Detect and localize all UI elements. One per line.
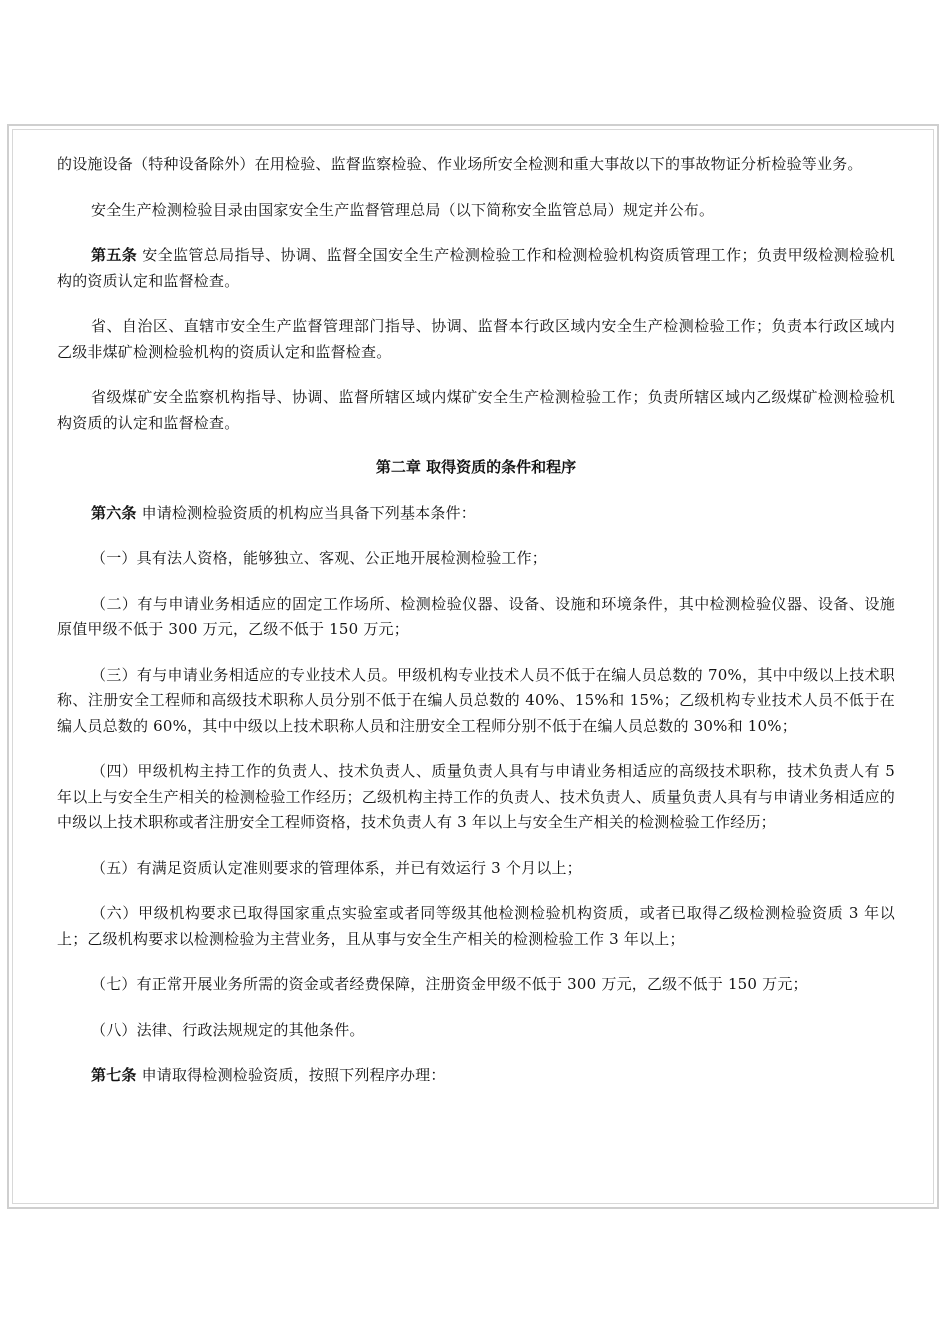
paragraph-text: 申请取得检测检验资质，按照下列程序办理： (141, 1066, 446, 1084)
article-number: 第七条 (91, 1066, 137, 1084)
paragraph-text: （八）法律、行政法规规定的其他条件。 (91, 1020, 365, 1039)
article-7 (57, 1063, 895, 1089)
condition-1 (57, 546, 895, 572)
paragraph-text: （一）具有法人资格，能够独立、客观、公正地开展检测检验工作； (91, 549, 548, 567)
paragraph-text: 安全监管总局指导、协调、监督全国安全生产检测检验工作和检测检验机构资质管理工作；负责甲级检测检验机构的资质认定和监督检查。 (57, 246, 896, 290)
condition-6 (57, 901, 895, 952)
paragraph-text: 申请检测检验资质的机构应当具备下列基本条件： (141, 503, 476, 522)
condition-7 (57, 972, 895, 998)
article-5 (57, 243, 895, 294)
condition-8 (57, 1018, 895, 1044)
article-6 (57, 501, 895, 527)
paragraph-coal-mine (57, 385, 895, 436)
paragraph-text: （二）有与申请业务相适应的固定工作场所、检测检验仪器、设备、设施和环境条件，其中检测检验仪器、设备、设施原值甲级不低于 300 万元，乙级不低于 150 万元； (57, 594, 895, 638)
paragraph-text: 的设施设备（特种设备除外）在用检验、监督监察检验、作业场所安全检测和重大事故以下的事故物证分析检验等业务。 (57, 155, 863, 173)
paragraph-continuation (57, 152, 895, 178)
paragraph-text: （六）甲级机构要求已取得国家重点实验室或者同等级其他检测检验机构资质，或者已取得乙级检测检验资质 3 年以上；乙级机构要求以检测检验为主营业务，且从事与安全生产相关的检测检验工作 3 年以上； (57, 904, 895, 948)
document-body (57, 152, 895, 1089)
paragraph-provincial (57, 314, 895, 365)
paragraph-catalog (57, 198, 895, 224)
condition-3 (57, 663, 895, 740)
paragraph-text: （四）甲级机构主持工作的负责人、技术负责人、质量负责人具有与申请业务相适应的高级技术职称，技术负责人有 5 年以上与安全生产相关的检测检验工作经历；乙级机构主持工作的负责人、技术负责人、质量负责人具有与申请业务相适应的中级以上技术职称或者注册安全工程师资格，技术负责人有 3 年以上与安全生产相关的检测检验工作经历； (57, 762, 895, 831)
paragraph-text: （五）有满足资质认定准则要求的管理体系，并已有效运行 3 个月以上； (91, 858, 582, 877)
condition-2 (57, 592, 895, 643)
paragraph-text: 省、自治区、直辖市安全生产监督管理部门指导、协调、监督本行政区域内安全生产检测检验工作；负责本行政区域内乙级非煤矿检测检验机构的资质认定和监督检查。 (57, 317, 895, 361)
paragraph-text: 安全生产检测检验目录由国家安全生产监督管理总局（以下简称安全监管总局）规定并公布。 (91, 200, 715, 219)
paragraph-text: 省级煤矿安全监察机构指导、协调、监督所辖区域内煤矿安全生产检测检验工作；负责所辖区域内乙级煤矿检测检验机构资质的认定和监督检查。 (57, 388, 895, 432)
article-number: 第五条 (91, 246, 138, 264)
article-number: 第六条 (91, 503, 137, 522)
condition-5 (57, 856, 895, 882)
chapter-heading: 第二章 取得资质的条件和程序 (375, 458, 577, 476)
paragraph-text: （三）有与申请业务相适应的专业技术人员。甲级机构专业技术人员不低于在编人员总数的 70%，其中中级以上技术职称、注册安全工程师和高级技术职称人员分别不低于在编人员总数的 40%、15%和 15%；乙级机构专业技术人员不低于在编人员总数的 60%，其中中级以上技术职称人员和注册安全工程师分别不低于在编人员总数的 30%和 10%； (57, 665, 895, 735)
paragraph-text: （七）有正常开展业务所需的资金或者经费保障，注册资金甲级不低于 300 万元，乙级不低于 150 万元； (91, 975, 808, 993)
condition-4 (57, 759, 895, 836)
